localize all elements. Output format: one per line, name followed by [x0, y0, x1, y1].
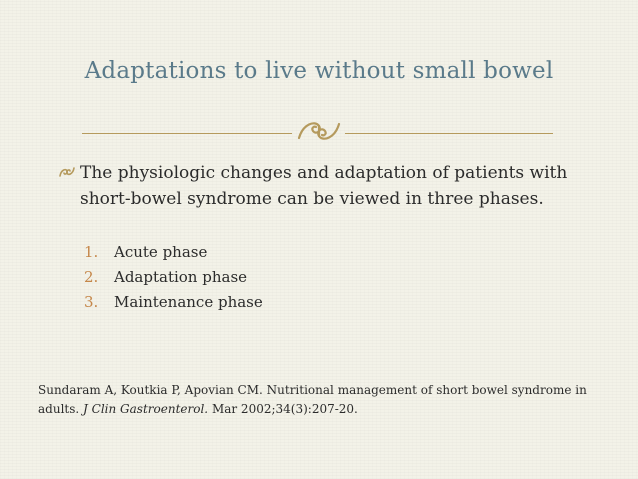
- scroll-flourish-icon: [293, 116, 345, 146]
- bullet-text: The physiologic changes and adaptation of patients with short-bowel syndrome can be viewed in three phases.: [80, 163, 568, 209]
- numbered-list: [84, 240, 263, 315]
- list-label: Acute phase: [114, 243, 208, 261]
- scroll-bullet-icon: [58, 166, 76, 178]
- list-item: [84, 290, 263, 315]
- citation-journal: J Clin Gastroenterol.: [83, 402, 209, 416]
- list-number: 2.: [84, 268, 99, 286]
- citation-details: Mar 2002;34(3):207-20.: [211, 402, 358, 416]
- list-item: [84, 240, 263, 265]
- list-number: 3.: [84, 293, 99, 311]
- list-label: Maintenance phase: [114, 293, 263, 311]
- title-divider-right: [345, 133, 553, 134]
- bullet-item: [58, 160, 578, 212]
- citation: [38, 381, 598, 419]
- slide-title: Adaptations to live without small bowel: [84, 58, 554, 84]
- list-label: Adaptation phase: [114, 268, 248, 286]
- title-divider-left: [82, 133, 292, 134]
- list-number: 1.: [84, 243, 99, 261]
- list-item: [84, 265, 263, 290]
- citation-authors-title: Sundaram A, Koutkia P, Apovian CM. Nutritional management of short bowel syndrome in adults.: [38, 383, 587, 416]
